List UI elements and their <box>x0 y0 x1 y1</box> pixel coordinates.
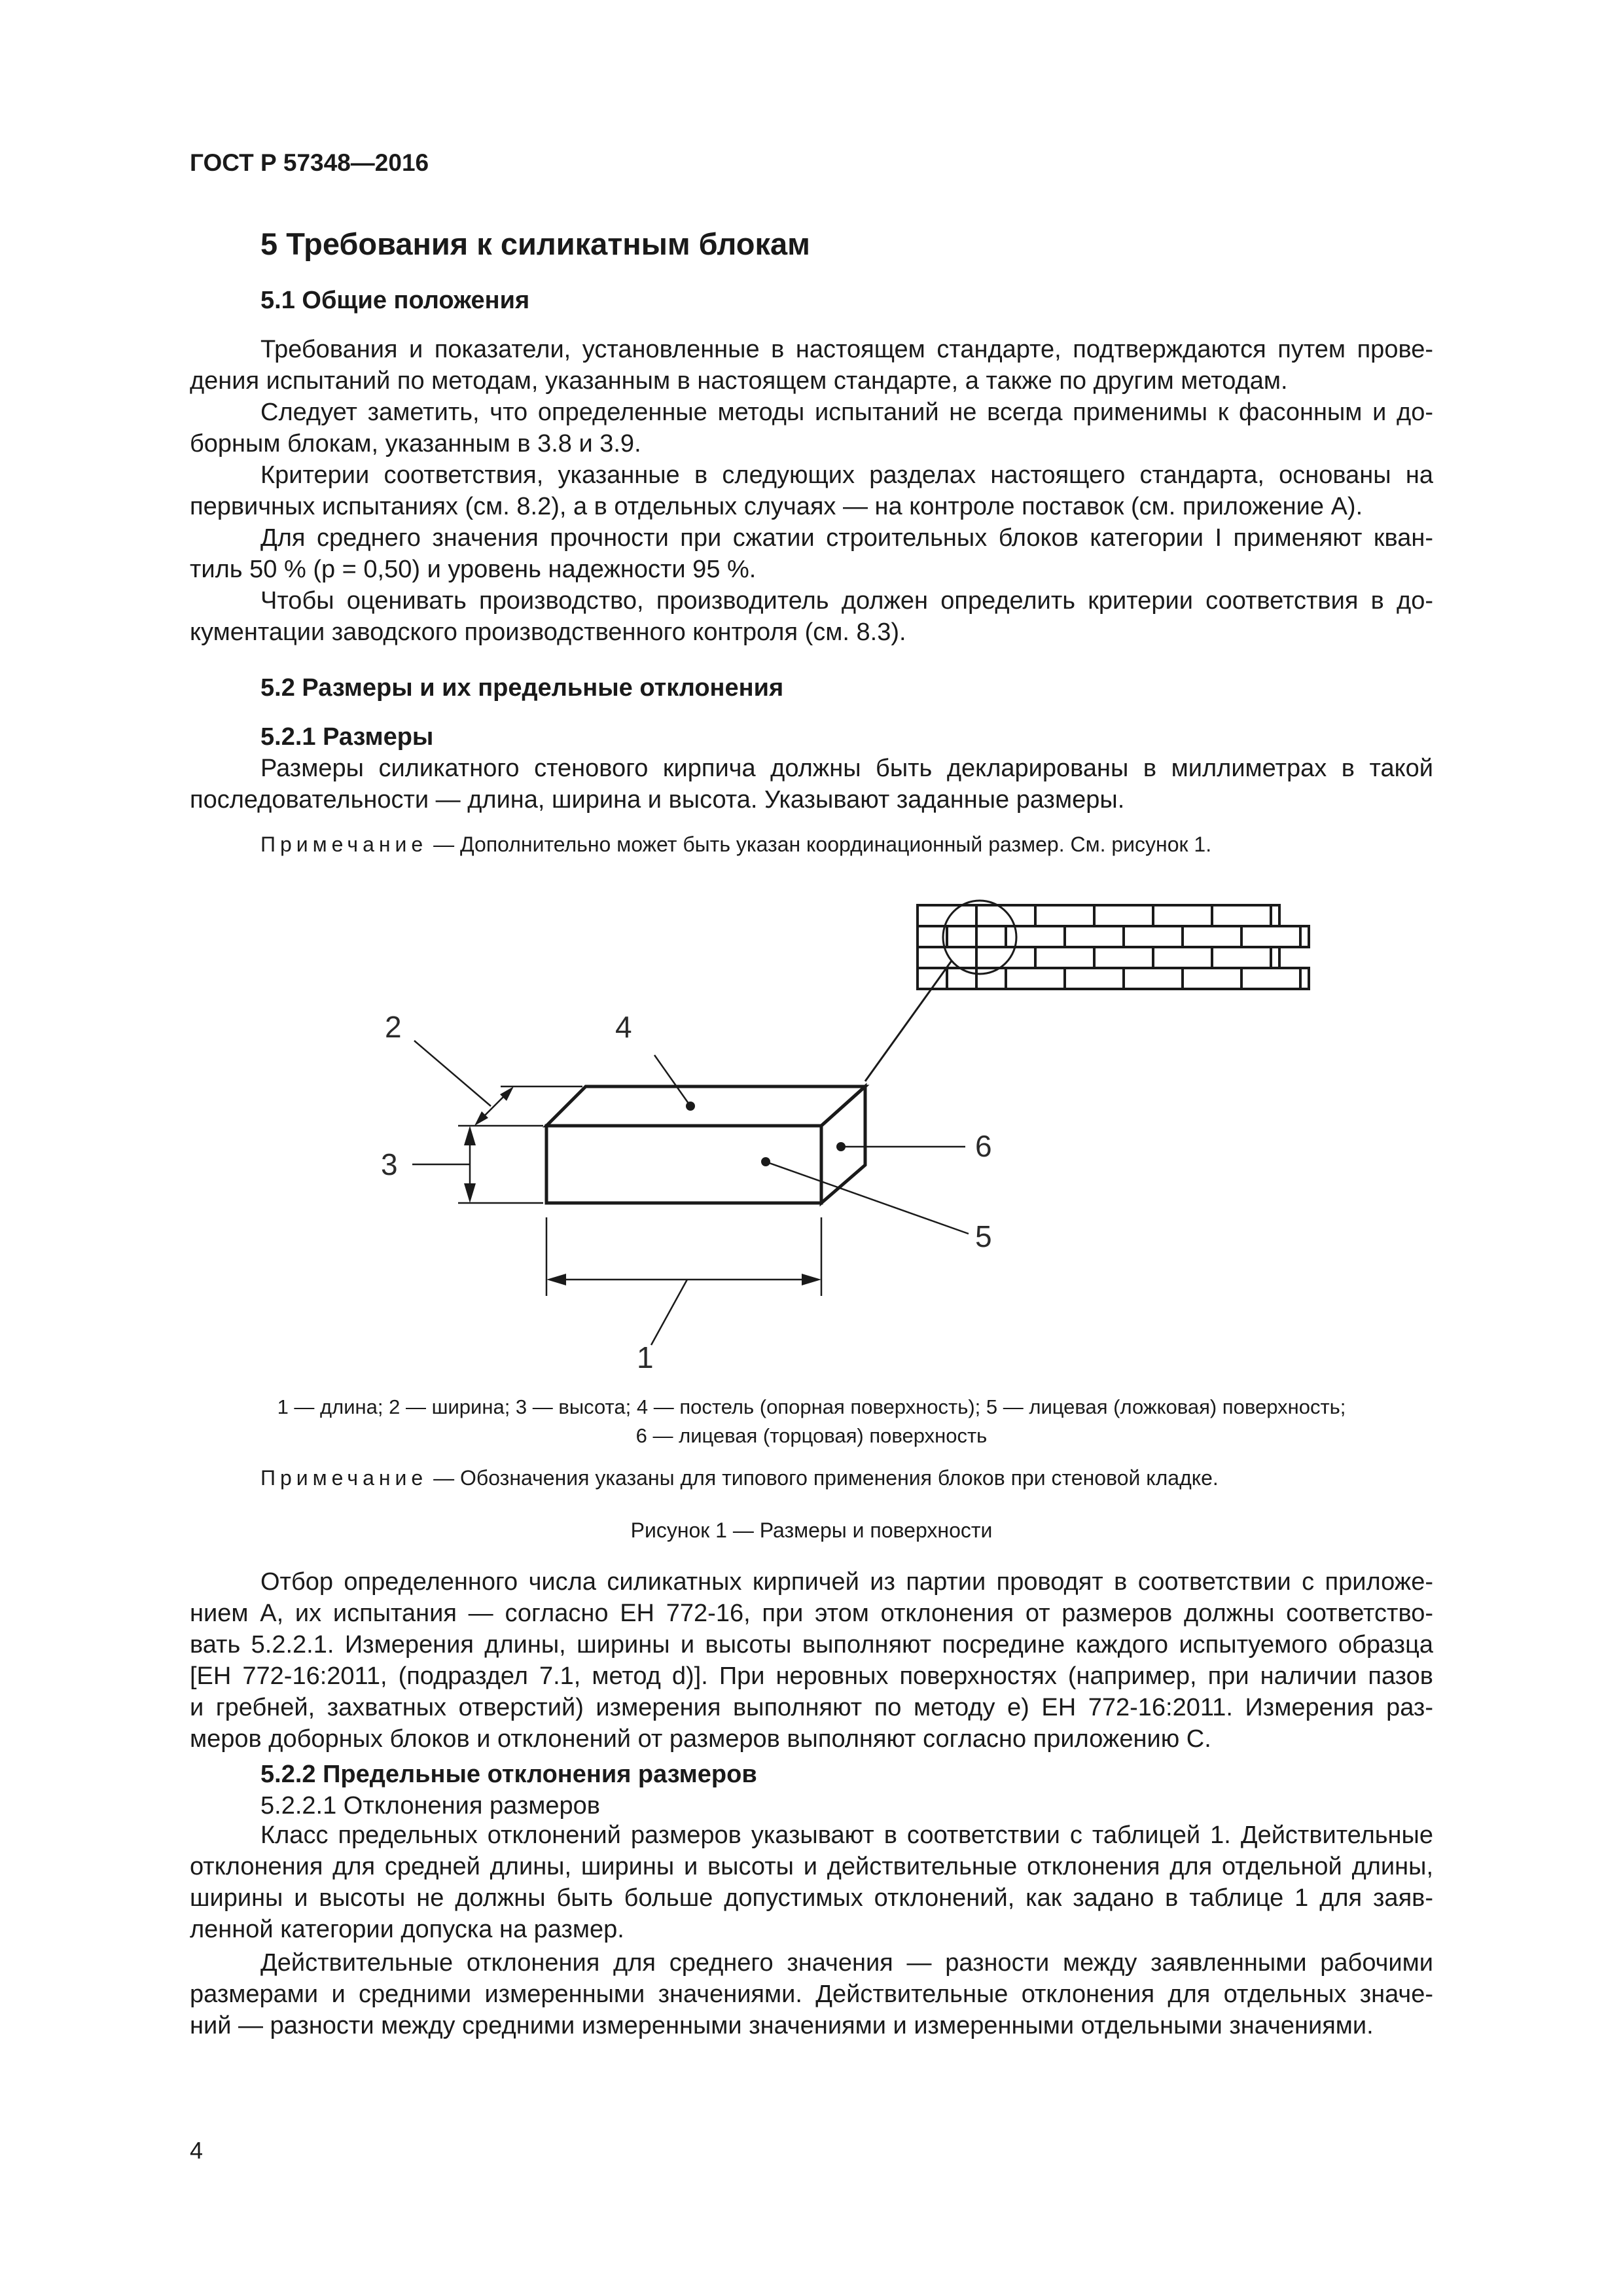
point-4 <box>686 1102 695 1111</box>
brick <box>1065 968 1124 989</box>
paragraph-line: отклонения для средней длины, ширины и высоты и действительные отклонения для отдельной длины, <box>190 1853 1433 1880</box>
paragraph-line: дения испытаний по методам, указанным в настоящем стандарте, а также по другим методам. <box>190 367 1288 395</box>
brick <box>1183 926 1241 947</box>
paragraph-7 <box>190 1566 1433 1755</box>
section-5-2-2-title: 5.2.2 Предельные отклонения размеров <box>260 1761 757 1788</box>
paragraph-line: Размеры силикатного стенового кирпича должны быть декларированы в миллиметрах в такой <box>260 755 1433 782</box>
paragraph-line: размерами и средними измеренными значениями. Действительные отклонения для отдельных значе- <box>190 1981 1433 2008</box>
paragraph-line: кументации заводского производственного контроля (см. 8.3). <box>190 619 906 646</box>
figure-caption: Рисунок 1 — Размеры и поверхности <box>630 1518 993 1542</box>
paragraph-line: Отбор определенного числа силикатных кирпичей из партии проводят в соответствии с приложе- <box>260 1568 1433 1596</box>
label-6: 6 <box>975 1129 992 1163</box>
paragraph-line: Действительные отклонения для среднего значения — разности между заявленными рабочими <box>260 1949 1433 1977</box>
section-5-2-2-1-title: 5.2.2.1 Отклонения размеров <box>260 1792 600 1820</box>
arrow-head <box>464 1126 476 1145</box>
brick <box>918 947 976 968</box>
paragraph-line: [ЕН 772-16:2011, (подраздел 7.1, метод d)]. При неровных поверхностях (например, при наличии пазов <box>190 1662 1433 1690</box>
label-1: 1 <box>637 1340 654 1374</box>
brick <box>1212 947 1271 968</box>
paragraph-line: ленной категории допуска на размер. <box>190 1916 624 1943</box>
paragraph-line: Критерии соответствия, указанные в следующих разделах настоящего стандарта, основаны на <box>260 461 1433 489</box>
brick <box>976 905 1035 926</box>
brick <box>1153 947 1212 968</box>
block-top-face <box>546 1086 865 1126</box>
brick <box>1094 947 1153 968</box>
brick <box>1006 968 1065 989</box>
figure-legend <box>190 1393 1433 1450</box>
arrow-head <box>802 1274 821 1285</box>
brick <box>1300 968 1309 989</box>
brick <box>1183 968 1241 989</box>
paragraph-line: Требования и показатели, установленные в настоящем стандарте, подтверждаются путем прове- <box>260 336 1433 363</box>
brick-wall <box>918 905 1309 989</box>
brick <box>1212 905 1271 926</box>
note-label: Примечание <box>260 1466 428 1490</box>
brick <box>1241 926 1300 947</box>
block <box>546 1086 865 1203</box>
standard-code: ГОСТ Р 57348—2016 <box>190 149 429 176</box>
note-text: — Обозначения указаны для типового применения блоков при стеновой кладке. <box>427 1466 1219 1490</box>
leader-2 <box>414 1041 491 1106</box>
block-front-face <box>546 1126 821 1203</box>
label-4: 4 <box>615 1010 632 1044</box>
arrow-head <box>464 1183 476 1203</box>
paragraph-line: и гребней, захватных отверстий) измерения выполняют по методу е) ЕН 772-16:2011. Измерения раз- <box>190 1694 1433 1721</box>
brick <box>1094 905 1153 926</box>
paragraph-line: Для среднего значения прочности при сжатии строительных блоков категории I применяют кван- <box>260 524 1433 552</box>
brick <box>1153 905 1212 926</box>
page-number: 4 <box>190 2137 204 2164</box>
paragraph-8 <box>190 1820 1433 1945</box>
brick <box>1271 905 1279 926</box>
leader-5 <box>766 1162 969 1234</box>
paragraph-line: последовательности — длина, ширина и высота. Указывают заданные размеры. <box>190 786 1125 814</box>
brick <box>1300 926 1309 947</box>
legend-line: 1 — длина; 2 — ширина; 3 — высота; 4 — постель (опорная поверхность); 5 — лицевая (ложковая) поверхность; <box>277 1395 1346 1418</box>
section-5-2-1-title: 5.2.1 Размеры <box>260 723 434 751</box>
note-label: Примечание <box>260 833 428 856</box>
paragraph-line: борным блокам, указанным в 3.8 и 3.9. <box>190 430 641 457</box>
brick <box>1124 926 1183 947</box>
paragraph-line: меров доборных блоков и отклонений от размеров выполняют согласно приложению С. <box>190 1725 1211 1753</box>
brick <box>976 947 1035 968</box>
section-5-title: 5 Требования к силикатным блокам <box>260 226 810 261</box>
paragraph-line: вать 5.2.2.1. Измерения длины, ширины и высоты выполняют посредине каждого испытуемого образца <box>190 1631 1433 1659</box>
brick <box>1035 947 1094 968</box>
paragraph-line: Класс предельных отклонений размеров указывают в соответствии с таблицей 1. Действительные <box>260 1821 1433 1849</box>
paragraph-line: ний — разности между средними измеренными значениями и измеренными отдельными значениями. <box>190 2012 1374 2039</box>
label-5: 5 <box>975 1219 992 1253</box>
brick <box>1065 926 1124 947</box>
brick <box>1035 905 1094 926</box>
note-2 <box>260 1466 1219 1490</box>
paragraph-line: Чтобы оценивать производство, производитель должен определить критерии соответствия в до- <box>260 587 1433 615</box>
brick <box>1271 947 1279 968</box>
paragraph-line: тиль 50 % (р = 0,50) и уровень надежности 95 %. <box>190 556 757 583</box>
leader-1 <box>651 1280 687 1345</box>
paragraph-line: ширины и высоты не должны быть больше допустимых отклонений, как задано в таблице 1 для заяв- <box>190 1884 1433 1912</box>
label-3: 3 <box>381 1147 398 1181</box>
paragraph-line: первичных испытаниях (см. 8.2), а в отдельных случаях — на контроле поставок (см. приложение А). <box>190 493 1363 520</box>
section-5-1-title: 5.1 Общие положения <box>260 287 530 314</box>
paragraph-line: Следует заметить, что определенные методы испытаний не всегда применимы к фасонным и до- <box>260 399 1433 426</box>
paragraph-9 <box>190 1947 1433 2041</box>
legend-line: 6 — лицевая (торцовая) поверхность <box>635 1424 988 1447</box>
detail-leader-line <box>865 961 952 1081</box>
paragraph-line: нием А, их испытания — согласно ЕН 772-16, при этом отклонения от размеров должны соответство- <box>190 1600 1433 1627</box>
point-5 <box>761 1157 770 1166</box>
brick <box>1241 968 1300 989</box>
arrow-head <box>546 1274 566 1285</box>
brick <box>1124 968 1183 989</box>
point-6 <box>836 1142 846 1151</box>
label-2: 2 <box>385 1010 402 1044</box>
leader-4 <box>654 1055 690 1106</box>
section-5-2-title: 5.2 Размеры и их предельные отклонения <box>260 674 784 702</box>
note-text: — Дополнительно может быть указан координационный размер. См. рисунок 1. <box>427 833 1212 856</box>
